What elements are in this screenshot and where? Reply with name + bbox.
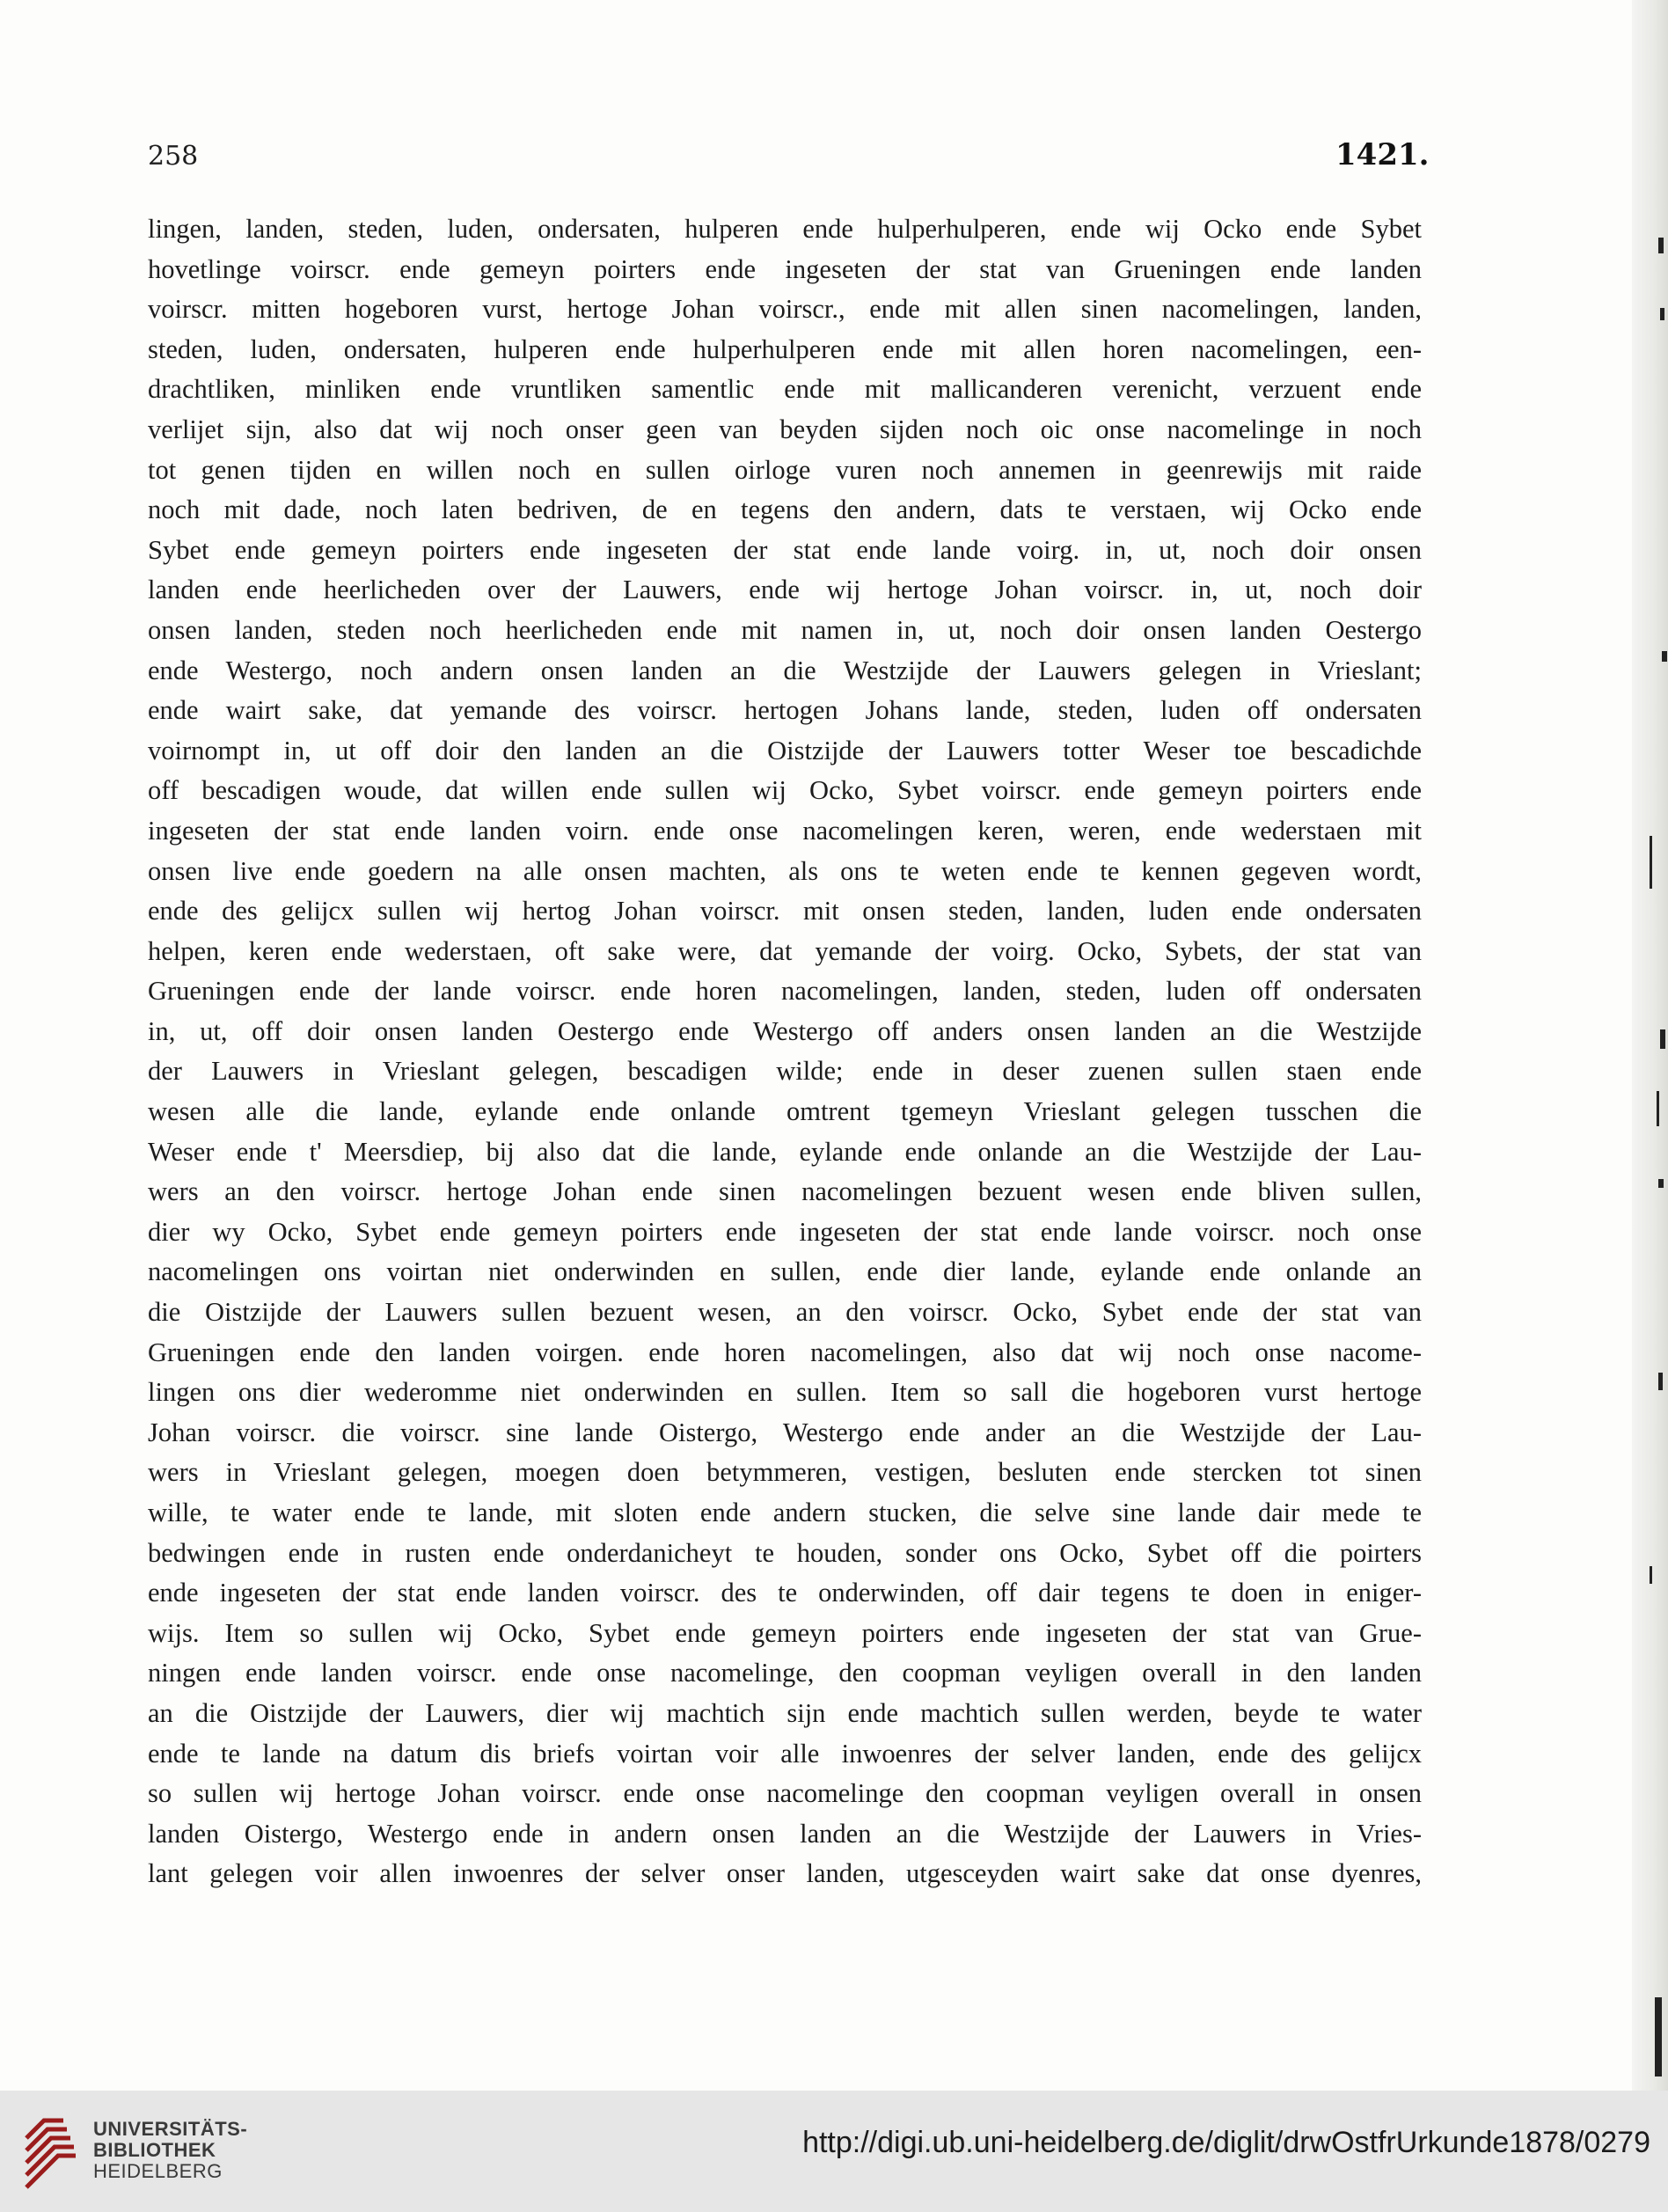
text-line: off bescadigen woude, dat willen ende sullen wij Ocko, Sybet voirscr. ende gemeyn poirters ende	[148, 775, 1422, 806]
text-line: verlijet sijn, also dat wij noch onser geen van beyden sijden noch oic onse nacomelinge in noch	[148, 414, 1422, 444]
permalink-url[interactable]: http://digi.ub.uni-heidelberg.de/diglit/drwOstfrUrkunde1878/0279	[802, 2126, 1650, 2159]
text-line: helpen, keren ende wederstaen, oft sake were, dat yemande der voirg. Ocko, Sybets, der stat van	[148, 935, 1422, 966]
library-name-line: UNIVERSITÄTS-	[93, 2118, 248, 2140]
text-line: Johan voirscr. die voirscr. sine lande Oistergo, Westergo ende ander an die Westzijde der Lau-	[148, 1417, 1422, 1447]
text-line: ende te lande na datum dis briefs voirtan voir alle inwoenres der selver landen, ende des gelijcx	[148, 1738, 1422, 1769]
page-number: 258	[148, 141, 199, 172]
text-line: wille, te water ende te lande, mit sloten ende andern stucken, die selve sine lande dair mede te	[148, 1498, 1422, 1527]
year-heading: 1421.	[1335, 137, 1430, 172]
text-line: onsen live ende goedern na alle onsen machten, als ons te weten ende te kennen gegeven wordt,	[148, 855, 1422, 886]
text-line: wers an den voirscr. hertoge Johan ende sinen nacomelingen bezuent wesen ende bliven sullen,	[148, 1176, 1422, 1207]
viewer-footer	[0, 2091, 1668, 2212]
text-line: in, ut, off doir onsen landen Oestergo ende Westergo off anders onsen landen an die Westzijde	[148, 1015, 1422, 1046]
text-line: lingen ons dier wederomme niet onderwinden en sullen. Item so sall die hogeboren vurst hertoge	[148, 1377, 1422, 1408]
text-line: voirnompt in, ut off doir den landen an die Oistzijde der Lauwers totter Weser toe bescadichde	[148, 735, 1422, 765]
text-line: ende des gelijcx sullen wij hertog Johan voirscr. mit onsen steden, landen, luden ende ondersaten	[148, 896, 1422, 927]
text-line: ende Westergo, noch andern onsen landen an die Westzijde der Lauwers gelegen in Vrieslant;	[148, 655, 1422, 685]
text-line: ende ingeseten der stat ende landen voirscr. des te onderwinden, off dair tegens te doen in eniger-	[148, 1578, 1422, 1608]
text-line: bedwingen ende in rusten ende onderdanicheyt te houden, sonder ons Ocko, Sybet off die poirters	[148, 1537, 1422, 1568]
text-line: lingen, landen, steden, luden, ondersaten, hulperen ende hulperhulperen, ende wij Ocko ende Sybet	[148, 214, 1422, 244]
text-line: onsen landen, steden noch heerlicheden ende mit namen in, ut, noch doir onsen landen Oestergo	[148, 614, 1422, 645]
library-name-line: BIBLIOTHEK	[93, 2139, 216, 2161]
text-line: so sullen wij hertoge Johan voirscr. ende onse nacomelinge den coopman veyligen overall in onsen	[148, 1778, 1422, 1809]
library-name-line: HEIDELBERG	[93, 2160, 223, 2182]
text-line: wers in Vrieslant gelegen, moegen doen betymmeren, vestigen, besluten ende stercken tot sinen	[148, 1457, 1422, 1488]
text-line: ende wairt sake, dat yemande des voirscr. hertogen Johans lande, steden, luden off ondersaten	[148, 695, 1422, 726]
text-line: der Lauwers in Vrieslant gelegen, bescadigen wilde; ende in deser zuenen sullen staen ende	[148, 1056, 1422, 1087]
text-line: Grueningen ende den landen voirgen. ende horen nacomelingen, also dat wij noch onse nacome-	[148, 1337, 1422, 1367]
text-line: landen Oistergo, Westergo ende in andern onsen landen an die Westzijde der Lauwers in Vries-	[148, 1818, 1422, 1849]
text-line: ningen ende landen voirscr. ende onse nacomelinge, den coopman veyligen overall in den landen	[148, 1658, 1422, 1688]
text-line: Weser ende t' Meersdiep, bij also dat die lande, eylande ende onlande an die Westzijde der Lau-	[148, 1136, 1422, 1167]
text-line: drachtliken, minliken ende vruntliken samentlic ende mit mallicanderen verenicht, verzuent ende	[148, 374, 1422, 405]
text-line: hovetlinge voirscr. ende gemeyn poirters ende ingeseten der stat van Grueningen ende landen	[148, 253, 1422, 284]
text-line: landen ende heerlicheden over der Lauwers, ende wij hertoge Johan voirscr. in, ut, noch doir	[148, 575, 1422, 605]
text-line: dier wy Ocko, Sybet ende gemeyn poirters ende ingeseten der stat ende lande voirscr. noch onse	[148, 1216, 1422, 1247]
text-line: wijs. Item so sullen wij Ocko, Sybet ende gemeyn poirters ende ingeseten der stat van Grue-	[148, 1617, 1422, 1648]
text-line: steden, luden, ondersaten, hulperen ende hulperhulperen ende mit allen horen nacomelingen, een-	[148, 333, 1422, 364]
library-logo-icon	[18, 2106, 81, 2194]
text-line: Sybet ende gemeyn poirters ende ingeseten der stat ende lande voirg. in, ut, noch doir onsen	[148, 534, 1422, 565]
document-body	[148, 209, 1422, 1894]
text-line: Grueningen ende der lande voirscr. ende horen nacomelingen, landen, steden, luden off ondersaten	[148, 976, 1422, 1007]
library-name	[93, 2119, 247, 2182]
text-line: ingeseten der stat ende landen voirn. ende onse nacomelingen keren, weren, ende wederstaen mit	[148, 815, 1422, 846]
text-line: voirscr. mitten hogeboren vurst, hertoge Johan voirscr., ende mit allen sinen nacomelingen, landen,	[148, 294, 1422, 325]
text-line: an die Oistzijde der Lauwers, dier wij machtich sijn ende machtich sullen werden, beyde te water	[148, 1697, 1422, 1728]
text-line: nacomelingen ons voirtan niet onderwinden en sullen, ende dier lande, eylande ende onlande an	[148, 1256, 1422, 1287]
text-line: wesen alle die lande, eylande ende onlande omtrent tgemeyn Vrieslant gelegen tusschen die	[148, 1096, 1422, 1127]
text-line: noch mit dade, noch laten bedriven, de en tegens den andern, dats te verstaen, wij Ocko ende	[148, 494, 1422, 525]
text-line: lant gelegen voir allen inwoenres der selver onser landen, utgesceyden wairt sake dat onse dyenres,	[148, 1858, 1422, 1889]
text-line: tot genen tijden en willen noch en sullen oirloge vuren noch annemen in geenrewijs mit raide	[148, 454, 1422, 485]
page-edge	[1632, 0, 1668, 2091]
text-line: die Oistzijde der Lauwers sullen bezuent wesen, an den voirscr. Ocko, Sybet ende der stat van	[148, 1297, 1422, 1328]
